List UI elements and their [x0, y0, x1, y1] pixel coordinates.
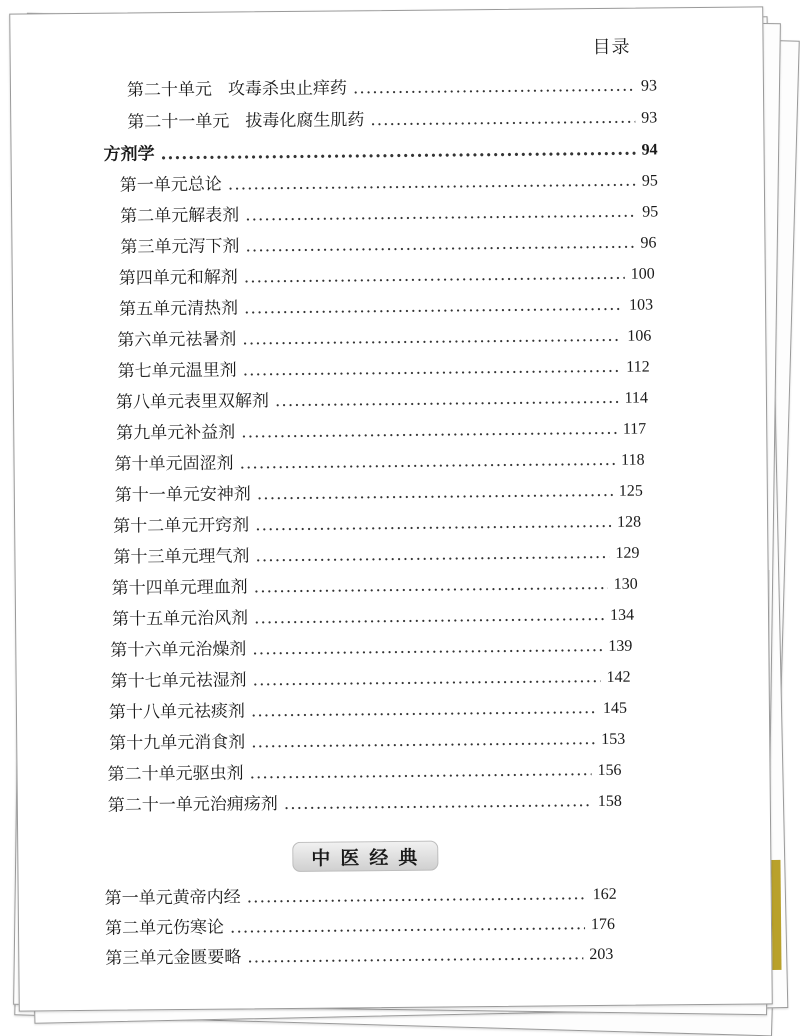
toc-page-number: 130 [613, 575, 638, 593]
toc-page-number: 103 [628, 296, 654, 314]
toc-title: 伤寒论 [172, 917, 225, 939]
toc-unit: 第十四单元 [111, 577, 197, 599]
toc-page-number: 153 [601, 730, 626, 748]
toc-page-number: 112 [626, 358, 650, 376]
toc-row[interactable] [117, 320, 651, 350]
toc-page-number: 162 [592, 885, 617, 904]
toc-page-number: 106 [627, 327, 652, 345]
toc-unit: 第一单元 [104, 888, 173, 909]
toc-leader [160, 140, 635, 165]
toc-title: 泻下剂 [188, 236, 240, 257]
toc-title: 总论 [187, 174, 222, 195]
toc-row[interactable] [120, 196, 658, 226]
toc-unit: 第二十一单元 [107, 794, 210, 816]
toc-unit: 第六单元 [117, 329, 186, 351]
toc-leader [254, 574, 608, 597]
toc-title: 祛暑剂 [185, 329, 237, 350]
toc-row[interactable] [115, 476, 643, 506]
toc-unit: 第二单元 [120, 205, 189, 227]
toc-row[interactable] [116, 414, 646, 444]
toc-leader [254, 605, 604, 628]
toc-title: 治风剂 [196, 608, 249, 629]
toc-title: 消食剂 [194, 732, 246, 753]
toc-row[interactable] [120, 165, 658, 195]
toc-page-number: 134 [609, 606, 635, 624]
toc-title: 治燥剂 [195, 639, 247, 660]
toc-title: 祛湿剂 [195, 670, 247, 691]
toc-leader [243, 357, 621, 381]
toc-unit: 第十七单元 [110, 670, 196, 692]
toc-page-number: 129 [615, 544, 640, 562]
toc-title: 表里双解剂 [183, 391, 270, 412]
toc-leader [353, 76, 635, 99]
toc-row[interactable] [114, 445, 644, 475]
toc-leader [244, 295, 623, 319]
toc-title: 固涩剂 [182, 453, 234, 474]
toc-page-number: 118 [621, 451, 645, 469]
toc-unit: 第四单元 [118, 267, 187, 289]
toc-row[interactable] [120, 227, 656, 257]
toc-row[interactable] [108, 786, 622, 816]
toc-leader [255, 543, 609, 566]
toc-page-number: 114 [624, 389, 649, 407]
toc-page-number: 93 [641, 109, 658, 127]
toc-page-number: 125 [618, 482, 643, 500]
toc-page-number: 128 [617, 513, 642, 531]
toc-unit: 第八单元 [115, 391, 185, 413]
toc-leader [251, 729, 595, 752]
toc-leader [257, 481, 613, 504]
toc-leader [255, 512, 611, 535]
toc-page-number: 94 [641, 141, 658, 159]
toc-leader [245, 233, 634, 257]
toc-unit: 第二十单元 [126, 79, 213, 101]
toc-leader [230, 914, 585, 937]
toc-page-number: 93 [640, 77, 658, 95]
toc-title: 解表剂 [188, 205, 240, 226]
toc-unit: 第五单元 [118, 298, 188, 320]
toc-row[interactable] [119, 289, 653, 319]
toc-leader [242, 326, 621, 350]
toc-page-number: 176 [590, 915, 616, 934]
toc-unit: 第九单元 [116, 422, 185, 444]
toc-row[interactable] [116, 383, 648, 413]
toc-leader [252, 636, 602, 659]
toc-unit: 第十单元 [114, 453, 183, 475]
toc-unit: 第十八单元 [108, 701, 195, 723]
toc-page-number: 95 [642, 203, 659, 221]
toc-unit: 第十二单元 [113, 515, 199, 537]
toc-page-number: 203 [589, 945, 614, 964]
toc-row[interactable] [119, 258, 655, 288]
toc-page-number: 145 [602, 699, 628, 717]
toc-page-number: 158 [597, 792, 622, 811]
toc-title: 补益剂 [184, 422, 236, 443]
toc-unit: 第十五单元 [111, 608, 198, 630]
toc-row-section[interactable] [103, 134, 657, 164]
toc-title: 拔毒化腐生肌药 [245, 110, 365, 132]
toc-page [9, 6, 773, 1011]
toc-title: 黄帝内经 [172, 887, 241, 909]
toc-row[interactable] [112, 569, 638, 599]
toc-row[interactable] [105, 939, 613, 969]
toc-unit: 第三单元 [105, 948, 174, 969]
toc-title: 温里剂 [185, 360, 237, 381]
toc-row[interactable] [110, 631, 632, 661]
toc-unit: 第十三单元 [113, 546, 199, 568]
toc-row[interactable] [118, 352, 650, 382]
toc-leader [247, 884, 587, 907]
toc-row[interactable] [111, 662, 631, 692]
toc-leader [370, 108, 635, 131]
page-header-title: 目录 [592, 36, 631, 59]
toc-page-number: 156 [597, 761, 622, 780]
toc-page-number: 95 [641, 172, 658, 190]
toc-row[interactable] [113, 538, 639, 568]
toc-title: 和解剂 [186, 267, 238, 288]
toc-unit: 第二十一单元 [127, 111, 230, 133]
toc-title: 攻毒杀虫止痒药 [227, 78, 348, 100]
toc-title: 安神剂 [199, 484, 251, 505]
toc-leader [245, 202, 636, 226]
toc-row[interactable] [105, 909, 615, 939]
toc-leader [284, 791, 592, 814]
toc-row[interactable] [127, 70, 657, 100]
toc-page-number: 100 [630, 265, 655, 283]
toc-title: 驱虫剂 [192, 763, 244, 784]
toc-row[interactable] [127, 102, 657, 132]
toc-row[interactable] [105, 879, 617, 909]
toc-row[interactable] [109, 724, 625, 754]
toc-row[interactable] [109, 693, 627, 723]
section-label-classics: 中医经典 [292, 841, 438, 872]
toc-row[interactable] [107, 755, 621, 785]
toc-leader [244, 264, 625, 288]
toc-unit: 第七单元 [117, 360, 186, 382]
toc-leader [241, 419, 617, 443]
toc-page-number: 142 [606, 668, 631, 686]
toc-unit: 第三单元 [120, 236, 189, 258]
toc-leader [228, 171, 636, 195]
toc-title: 金匮要略 [173, 947, 242, 969]
toc-unit: 第十九单元 [109, 732, 195, 754]
toc-page-number: 117 [622, 420, 647, 438]
toc-leader [247, 944, 583, 967]
toc-leader [251, 698, 597, 721]
toc-leader [239, 450, 615, 474]
toc-leader [275, 388, 619, 411]
toc-title: 理血剂 [196, 577, 248, 598]
toc-leader [249, 760, 591, 783]
toc-title: 祛痰剂 [193, 701, 246, 722]
toc-leader [253, 667, 601, 690]
toc-title: 清热剂 [186, 298, 239, 319]
toc-unit: 第一单元 [119, 174, 188, 196]
toc-page-number: 139 [608, 637, 633, 655]
toc-title: 开窍剂 [198, 515, 250, 536]
toc-unit: 第二十单元 [107, 763, 193, 785]
toc-section-title: 方剂学 [103, 144, 155, 165]
toc-row[interactable] [113, 507, 641, 537]
toc-row[interactable] [112, 600, 634, 630]
toc-title: 理气剂 [198, 546, 250, 567]
toc-page-number: 96 [640, 234, 657, 252]
toc-unit: 第二单元 [104, 918, 174, 939]
toc-unit: 第十六单元 [110, 639, 196, 661]
toc-unit: 第十一单元 [114, 484, 200, 506]
toc-title: 治痈疡剂 [209, 794, 278, 815]
